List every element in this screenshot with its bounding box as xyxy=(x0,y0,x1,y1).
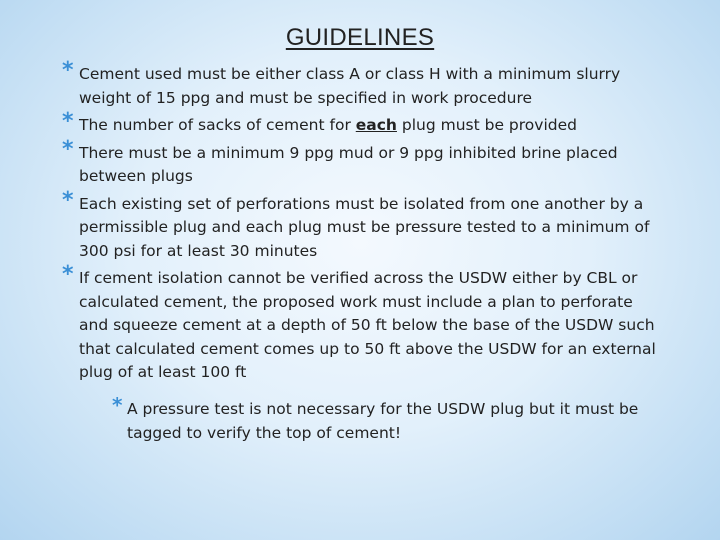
slide-title xyxy=(0,24,720,52)
bullet-marker-icon: * xyxy=(62,58,74,83)
bullet-marker-icon: * xyxy=(62,187,74,213)
bullet-text: Cement used must be either class A or class H with a minimum slurry weight of 15 ppg and must be specified in work procedure xyxy=(79,65,621,107)
bullet-marker-icon: * xyxy=(62,109,74,134)
sub-bullet-marker-icon: * xyxy=(112,393,123,417)
bullet-list xyxy=(62,58,662,389)
bullet-item-usdw xyxy=(62,262,662,385)
bullet-item-sacks xyxy=(62,109,662,138)
bullet-text: Each existing set of perforations must be isolated from one another by a permissible plug and each plug must be pressure tested to a minimum of 300 psi for at least 30 minutes xyxy=(79,194,650,260)
bullet-item-mud xyxy=(62,136,662,189)
bullet-text-before: The number of sacks of cement for xyxy=(79,116,356,134)
sub-bullet-pressure-test xyxy=(112,393,667,445)
bullet-text xyxy=(79,114,662,138)
slide-title-text: GUIDELINES xyxy=(285,24,435,51)
bullet-text: If cement isolation cannot be verified across the USDW either by CBL or calculated cement, the proposed work must include a plan to perforate and squeeze cement at a depth of 50 ft below the base of the USDW such that calculated cement comes up to 50 ft above the USDW for an external plug of at least 100 ft xyxy=(79,269,656,381)
bullet-text-emphasis: each xyxy=(355,116,397,134)
sub-bullet-text: A pressure test is not necessary for the USDW plug but it must be tagged to verify the top of cement! xyxy=(127,400,639,442)
bullet-item-perforations xyxy=(62,187,662,264)
bullet-text: There must be a minimum 9 ppg mud or 9 ppg inhibited brine placed between plugs xyxy=(79,143,618,185)
bullet-text-after: plug must be provided xyxy=(396,116,577,134)
bullet-marker-icon: * xyxy=(62,136,74,162)
bullet-marker-icon: * xyxy=(62,262,74,287)
bullet-item-cement-class xyxy=(62,58,662,110)
